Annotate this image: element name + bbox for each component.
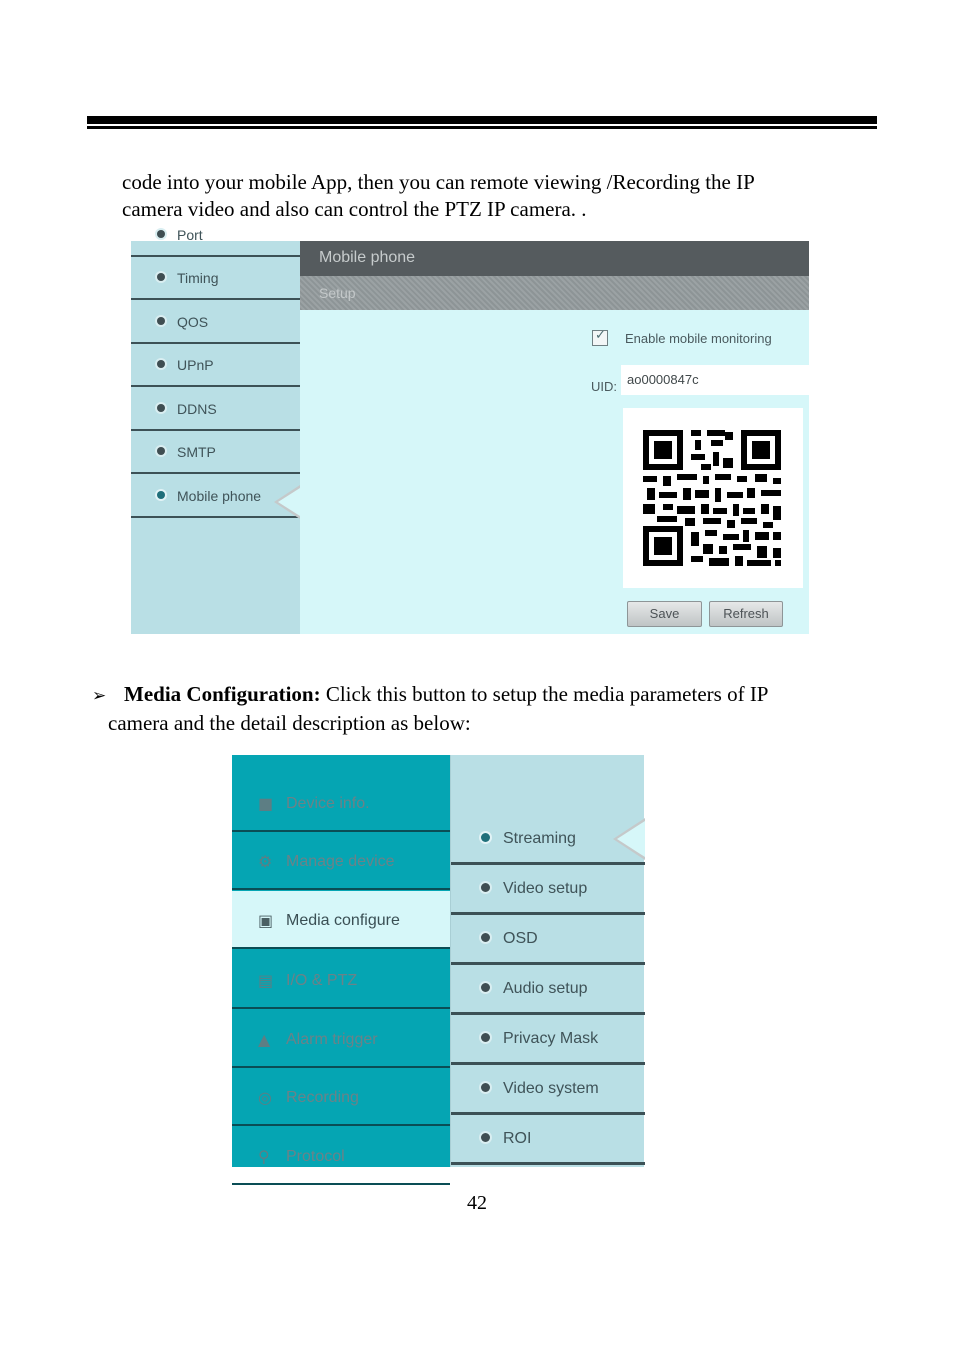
bullet-icon — [481, 1033, 490, 1042]
sidebar-item-label: Timing — [177, 270, 219, 286]
page-number: 42 — [467, 1192, 487, 1214]
bullet-icon — [481, 933, 490, 942]
media-config-screenshot — [232, 755, 644, 1167]
sidebar-item-label: QOS — [177, 314, 209, 330]
gear-icon: ⚙ — [258, 852, 273, 871]
submenu-item-label: Streaming — [503, 830, 576, 847]
section-title: Media Configuration: — [124, 682, 321, 706]
sidebar-item-mobile-phone[interactable] — [131, 476, 300, 518]
bell-icon: ▲ — [258, 1030, 271, 1049]
menu-item-label: Alarm trigger — [286, 1031, 378, 1048]
submenu-item-label: Video system — [503, 1080, 599, 1097]
menu-item-label: Device info. — [286, 795, 370, 812]
section-text-line-2: camera and the detail description as below: — [108, 711, 471, 735]
submenu-item-streaming[interactable] — [451, 815, 645, 865]
sidebar-item-upnp[interactable] — [131, 345, 300, 387]
header-rule-thin — [87, 126, 877, 129]
panel-subheader — [300, 276, 809, 310]
submenu-item-label: Video setup — [503, 880, 588, 897]
menu-item-recording[interactable] — [232, 1068, 450, 1126]
menu-item-alarm-trigger[interactable] — [232, 1010, 450, 1068]
menu-item-label: Media configure — [286, 912, 400, 929]
sidebar-item-ddns[interactable] — [131, 389, 300, 431]
bullet-icon — [157, 447, 165, 455]
save-button[interactable]: Save — [627, 601, 702, 627]
arrow-bullet-icon: ➢ — [92, 686, 107, 706]
section-text: Click this button to setup the media parameters of IP — [320, 682, 769, 706]
intro-line-2: camera video and also can control the PTZ IP camera. . — [122, 197, 587, 221]
uid-label: UID: — [591, 379, 617, 394]
sidebar-item-port[interactable] — [131, 215, 300, 257]
active-pointer-fill — [278, 488, 300, 516]
panel-subtitle: Setup — [319, 285, 356, 301]
submenu-item-video-system[interactable] — [451, 1065, 645, 1115]
bullet-icon — [157, 317, 165, 325]
qr-code — [623, 408, 803, 588]
active-pointer-fill — [617, 821, 645, 857]
mobile-phone-screenshot — [131, 227, 809, 634]
sidebar-item-label: SMTP — [177, 444, 216, 460]
menu-item-label: Manage device — [286, 853, 395, 870]
bullet-icon — [157, 491, 165, 499]
media-config-paragraph — [92, 681, 872, 737]
sidebar-item-qos[interactable] — [131, 302, 300, 344]
submenu-item-audio-setup[interactable] — [451, 965, 645, 1015]
submenu-item-osd[interactable] — [451, 915, 645, 965]
submenu-item-privacy-mask[interactable] — [451, 1015, 645, 1065]
menu-item-label: Protocol — [286, 1148, 345, 1165]
header-rule-thick — [87, 116, 877, 124]
check-icon: ✓ — [595, 328, 606, 343]
menu-item-label: I/O & PTZ — [286, 972, 358, 989]
bullet-icon — [157, 273, 165, 281]
sidebar-item-smtp[interactable] — [131, 432, 300, 474]
media-icon: ▣ — [258, 911, 274, 930]
bullet-icon — [157, 360, 165, 368]
camera-icon: ■ — [258, 794, 274, 813]
panel-header — [300, 241, 809, 276]
submenu-item-label: Audio setup — [503, 980, 588, 997]
submenu-item-label: OSD — [503, 930, 538, 947]
bullet-icon — [481, 983, 490, 992]
refresh-button[interactable]: Refresh — [709, 601, 783, 627]
enable-mobile-checkbox[interactable] — [592, 330, 608, 346]
sidebar-item-label: Mobile phone — [177, 488, 262, 504]
network-sidebar — [131, 227, 300, 634]
enable-mobile-label: Enable mobile monitoring — [625, 331, 772, 346]
menu-item-protocol[interactable] — [232, 1127, 450, 1185]
qr-code-icon — [623, 408, 803, 588]
submenu-item-label: ROI — [503, 1130, 532, 1147]
bullet-icon — [157, 230, 165, 238]
menu-item-media-configure[interactable] — [232, 891, 450, 949]
mobile-phone-panel — [300, 241, 809, 634]
panel-title: Mobile phone — [319, 249, 416, 266]
main-menu — [232, 755, 450, 1167]
bullet-icon — [481, 883, 490, 892]
intro-line-1: code into your mobile App, then you can remote viewing /Recording the IP — [122, 170, 755, 194]
sidebar-item-label: Port — [177, 227, 203, 243]
bullet-icon — [481, 833, 490, 842]
submenu-item-video-setup[interactable] — [451, 865, 645, 915]
bullet-icon — [481, 1133, 490, 1142]
submenu-item-label: Privacy Mask — [503, 1030, 599, 1047]
search-icon: ⚲ — [258, 1147, 270, 1166]
submenu-item-roi[interactable] — [451, 1115, 645, 1165]
menu-item-io-ptz[interactable] — [232, 951, 450, 1009]
sidebar-item-label: UPnP — [177, 357, 214, 373]
sidebar-item-label: DDNS — [177, 401, 217, 417]
bullet-icon — [481, 1083, 490, 1092]
sidebar-item-timing[interactable] — [131, 258, 300, 300]
bullet-icon — [157, 404, 165, 412]
keyboard-icon: ▤ — [258, 971, 274, 990]
menu-item-manage-device[interactable] — [232, 832, 450, 890]
menu-item-label: Recording — [286, 1089, 359, 1106]
film-reel-icon: ◎ — [258, 1088, 272, 1107]
media-submenu — [450, 755, 644, 1167]
uid-field[interactable]: ao0000847c — [621, 365, 809, 395]
menu-item-device-info[interactable] — [232, 774, 450, 832]
